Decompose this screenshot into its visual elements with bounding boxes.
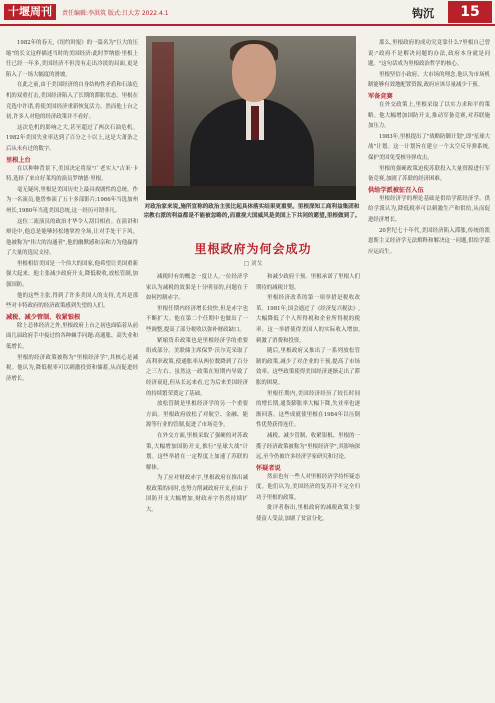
paragraph: 他的这些主张,得到了许多美国人的支持,尤其是那些对卡特政府的经济政策感到失望的人们。 xyxy=(6,292,138,310)
paragraph: 在以种种背景下,美国决定将原"广老实人"吉米·卡特,选择了来自好莱坞的演员罗纳德·里根。 xyxy=(6,165,138,183)
paragraph: 里根经济改革的第一项举措是税收改革。1981年,国会通过了《经济复兴税法》,大幅降低了个人所得税和企业所得税的税率。这一举措使得美国人的实际收入增加,刺激了消费和投资。 xyxy=(256,295,360,344)
photo-caption: 对政治家来说,施所宣称的政治主张比起具体落实结果更重要。里根深知工商利益集团和宗教右派的利益都是不能被忽略的,而重视大国威风是美国上下共同的愿望,里根做到了。 xyxy=(143,204,361,219)
subheading: 减税、减少管制、收紧银根 xyxy=(6,313,81,321)
paragraph: 里根的强硬政策迫使苏联投入大量资源进行军备竞赛,加剧了苏联的经济困难。 xyxy=(368,165,490,183)
paragraph: 放松管制是里根经济学的另一个重要方面。里根政府放松了对航空、金融、能源等行业的管制,促进了市场竞争。 xyxy=(146,401,248,429)
subheading: 怀疑者说 xyxy=(256,464,281,472)
desk-shape xyxy=(146,186,356,200)
paragraph: 里根任期内,美国经济经历了较长时间的增长期,通货膨胀率大幅下降,失业率也逐渐回落。这些成就使里根在1984年以压倒性优势获得连任。 xyxy=(256,390,360,429)
header-rule xyxy=(0,24,495,26)
subheading: 军备竞赛 xyxy=(368,92,393,100)
section-name: 钩沉 xyxy=(412,7,434,20)
column-1 xyxy=(6,38,138,698)
paragraph: 里根任期内经济增长较快,但是赤字也不断扩大。他在第二个任期中也做出了一些调整,提高了部分税收以弥补财政缺口。 xyxy=(146,305,248,333)
paragraph: 减税时有的概念一度让人,一位经济学家认为减税的效果是十分明显的,问题在于如何控制赤字。 xyxy=(146,274,248,302)
paragraph: 然而也有一些人对里根经济学持怀疑态度。他们认为,美国经济的复苏并不完全归功于里根的政策。 xyxy=(256,473,360,501)
publication-logo: 十堰周刊 xyxy=(4,4,56,20)
paragraph: 那么,里根政府的成功究竟靠什么?里根自己曾说:"政府不是解决问题的办法,政府本身就是问题。"这句话成为里根政治哲学的核心。 xyxy=(368,40,490,68)
column-3 xyxy=(256,272,360,698)
paragraph: 随后,里根政府又推出了一系列放松管制的政策,减少了对企业的干预,提高了市场效率。这些政策使得美国经济逐渐走出了滞胀的困境。 xyxy=(256,348,360,386)
page-number: 15 xyxy=(448,1,492,23)
article-author: □ 刘戈 xyxy=(243,261,263,267)
paragraph: 减税、减少管制、收紧银根、里根的一揽子经济政策被称为"里根经济学",其影响深远,至今仍被许多经济学家研究和讨论。 xyxy=(256,432,360,461)
tie-shape xyxy=(251,106,259,140)
column-4 xyxy=(368,38,490,698)
paragraph: 紧缩货币政策也是里根经济学的重要组成部分。美联储主席保罗·沃尔克采取了高利率政策,使通胀率从两位数降到了百分之三左右。虽然这一政策在短期内导致了经济衰退,但从长远来看,它为后来美国经济的持续繁荣奠定了基础。 xyxy=(146,337,248,397)
paragraph: 里根相信美国是一个伟大的国家,他希望让美国重新强大起来。他主张减少政府开支,降低税收,放松管制,加强国防。 xyxy=(6,260,138,289)
paragraph: 里根坚信小政府、大市场的理念,他认为市场机制能够有效地配置资源,政府应该尽量减少干预。 xyxy=(368,71,490,89)
paragraph: 毫无疑问,里根是美国历史上最具戏剧性的总统。作为一名演员,他曾参演了五十多部影片;1966年当选加州州长,1980年当选美国总统,这一经历可谓非凡。 xyxy=(6,186,138,214)
paragraph: 除上总体经济之外,里根政府上台之初也面临着从前面几届政府手中接过的各种棘手问题:高通胀、高失业和低增长。 xyxy=(6,322,138,351)
paragraph: 20世纪七十年代,美国经济陷入滞胀,传统的凯恩斯主义经济学无法解释和解决这一问题,供给学派应运而生。 xyxy=(368,227,490,255)
article-title: 里根政府为何会成功 xyxy=(194,242,312,256)
paragraph: 在外交政策上,里根采取了以实力求和平的策略。他大幅增加国防开支,推动军备竞赛,对苏联施加压力。 xyxy=(368,101,490,130)
flag-shape xyxy=(152,42,174,192)
head-shape xyxy=(232,44,276,102)
paragraph: 里根经济学的理论基础是供给学派经济学。供给学派认为,降低税率可以刺激生产和供给,从而促进经济增长。 xyxy=(368,195,490,223)
paragraph: 这次危机的影响之大,甚至超过了两次石油危机。1982年美国失业率达到了百分之十以上,这是大萧条之后从未有过的数字。 xyxy=(6,124,138,152)
paragraph: 里根的经济政策被称为"里根经济学",其核心是减税。他认为,降低税率可以刺激投资和储蓄,从而促进经济增长。 xyxy=(6,354,138,382)
paragraph: 1983年,里根提出了"战略防御计划",即"星球大战"计划。这一计划旨在建立一个太空反导弹系统,保护美国免受核导弹攻击。 xyxy=(368,133,490,161)
editor-info: 责任编辑:李洪筑 版式:吕大芳 2022.4.1 xyxy=(62,10,169,17)
column-2 xyxy=(146,272,248,698)
paragraph: 1982年的春天,《纽约时报》的一篇名为"巨大的压缩"的长文这样描述当时的美国经济:此时罗纳德·里根上任已经一年多,美国经济不但没有走出冷淡的局面,更是陷入了一场大幅度的滑坡。 xyxy=(6,40,138,78)
paragraph: 和减少政府干预。里根承诺了里根人们期待的减税计划。 xyxy=(256,274,360,291)
paragraph: 在外交方面,里根采取了强硬的对苏政策,大幅增加国防开支,推行"星球大战"计划。这些举措在一定程度上加速了苏联的解体。 xyxy=(146,432,248,471)
subheading: 里根上台 xyxy=(6,156,31,164)
paragraph: 批评者指出,里根政府的减税政策主要使富人受益,加剧了贫富分化。 xyxy=(256,505,360,523)
page-header xyxy=(0,0,495,24)
paragraph: 在此之前,由于美国经济的自身结构性矛盾和石油危机的双重打击,美国经济陷入了长期的滞胀状态。里根在竞选中许诺,将使美国经济重新恢复活力。然而他上台之初,许多人对他的经济政策并不看好。 xyxy=(6,82,138,121)
subheading: 供给学派被征召入伍 xyxy=(368,186,424,194)
reagan-photo xyxy=(146,36,356,200)
paragraph: 这位二流演员的政治才华令人刮目相看。在演讲和辩论中,他总是能够轻松地掌控全场,让对手处于下风。他被称为"伟大的沟通者",他的幽默感和亲和力为他赢得了大量的选民支持。 xyxy=(6,218,138,257)
paragraph: 为了应对财政赤字,里根政府在推出减税政策的同时,也努力削减政府开支,但由于国防开支大幅增加,财政赤字仍然持续扩大。 xyxy=(146,475,248,514)
